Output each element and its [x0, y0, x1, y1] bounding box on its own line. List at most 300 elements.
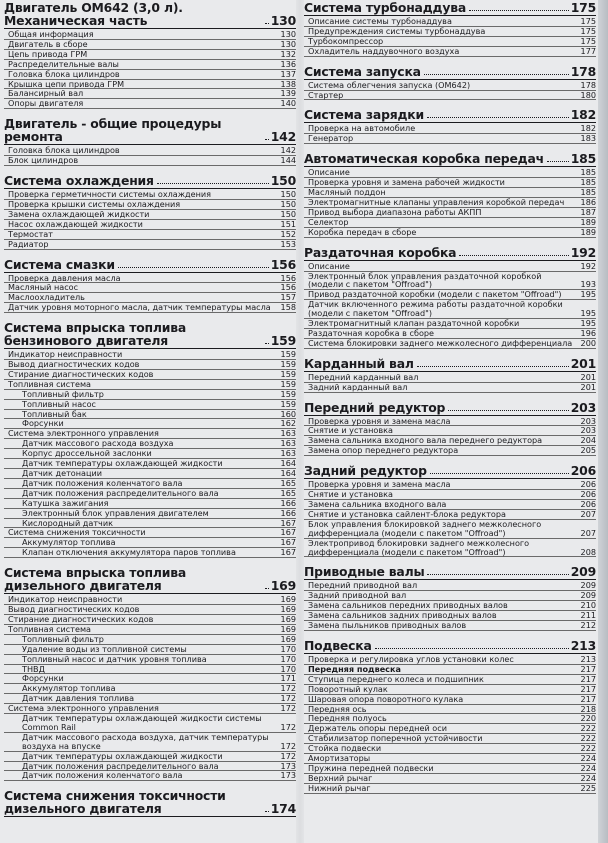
entry-title: Система облегчения запуска (ОМ642): [308, 79, 471, 90]
section-heading[interactable]: [4, 0, 296, 27]
entry-page-number: 167: [280, 527, 296, 538]
entry-title: Описание: [308, 260, 350, 271]
toc-entry[interactable]: [304, 695, 596, 705]
entry-page-number: 206: [580, 479, 596, 490]
entry-page-number: 142: [280, 145, 296, 156]
entry-page-number: 164: [280, 468, 296, 478]
section-heading[interactable]: [304, 400, 596, 414]
toc-section: [304, 64, 596, 101]
entry-page-number: 169: [280, 623, 296, 634]
entry-page-number: 169: [280, 604, 296, 615]
section-heading[interactable]: [4, 173, 296, 187]
entry-page-number: 158: [280, 302, 296, 313]
entry-title: Передняя подвеска: [308, 663, 401, 674]
entry-title: Масляный поддон: [308, 187, 386, 198]
entry-page-number: 159: [280, 378, 296, 389]
entry-title: Снятие и установка: [308, 489, 393, 500]
toc-section: [304, 463, 596, 557]
section-page-number: 130: [270, 13, 296, 28]
entry-page-number: 213: [580, 653, 596, 664]
entry-page-number: 167: [280, 537, 296, 548]
section-title: Система впрыска топлива дизельного двигателя: [4, 565, 187, 594]
entry-page-number: 169: [280, 613, 296, 624]
section-heading[interactable]: [304, 356, 596, 370]
section-title: Двигатель ОМ642 (3,0 л). Механическая часть: [4, 0, 183, 28]
toc-section: [4, 257, 296, 314]
toc-section: [304, 0, 596, 57]
entry-page-number: 162: [280, 418, 296, 429]
entry-title: Радиатор: [8, 238, 49, 249]
entry-title: Датчик детонации: [22, 468, 103, 478]
entry-title: Задний карданный вал: [308, 381, 408, 392]
entry-title: Шаровая опора поворотного кулака: [308, 693, 464, 704]
entry-title: Балансирный вал: [8, 88, 84, 99]
entry-page-number: 169: [280, 633, 296, 644]
entry-title: Кислородный датчик: [22, 517, 113, 528]
section-title: Передний редуктор: [304, 399, 446, 415]
section-page-number: 192: [570, 244, 596, 260]
entry-page-number: 206: [580, 499, 596, 509]
section-title: Система зарядки: [304, 107, 424, 123]
entry-title: Проверка крышки системы охлаждения: [8, 198, 181, 209]
entry-page-number: 205: [580, 445, 596, 456]
entry-page-number: 186: [580, 196, 596, 207]
section-heading[interactable]: [4, 788, 296, 815]
section-title: Система охлаждения: [4, 173, 154, 189]
entry-title: Передняя полуось: [308, 713, 387, 724]
section-page-number: 178: [570, 63, 596, 79]
toc-entry[interactable]: [4, 733, 296, 752]
entry-title: Электропривод блокировки заднего межколесного дифференциала (модели с пакетом "Offroad"): [308, 537, 532, 557]
toc-entry[interactable]: [304, 520, 596, 539]
section-rule: [4, 816, 296, 817]
section-page-number: 169: [270, 578, 296, 594]
entry-page-number: 166: [280, 497, 296, 508]
entry-page-number: 217: [580, 693, 596, 704]
section-page-number: 159: [270, 333, 296, 349]
section-heading[interactable]: [304, 107, 596, 121]
entry-title: Стирание диагностических кодов: [8, 368, 154, 379]
entry-page-number: 170: [280, 653, 296, 664]
section-page-number: 150: [270, 173, 296, 189]
toc-section: [304, 151, 596, 237]
entry-page-number: 150: [280, 208, 296, 219]
entry-page-number: 225: [580, 782, 596, 793]
section-page-number: 142: [270, 129, 296, 145]
entry-title: Датчик положения распределительного вала: [22, 487, 219, 498]
toc-entry[interactable]: [4, 771, 296, 781]
toc-entry[interactable]: [304, 339, 596, 349]
dot-leader: [424, 74, 569, 75]
entry-title: Датчик положения распределительного вала: [22, 760, 219, 771]
entry-title: Привод выбора диапазона работы АКПП: [308, 206, 482, 217]
entry-title: Система блокировки заднего межколесного дифференциала: [308, 337, 573, 348]
entry-title: Проверка уровня и замена рабочей жидкости: [308, 177, 505, 188]
entry-page-number: 139: [280, 88, 296, 99]
section-heading[interactable]: [4, 320, 296, 347]
toc-entry[interactable]: [4, 156, 296, 166]
entry-title: Описание: [308, 167, 350, 178]
entry-title: Термостат: [8, 228, 53, 239]
toc-section: [304, 245, 596, 349]
section-heading[interactable]: [304, 0, 596, 14]
entry-page-number: 187: [580, 206, 596, 217]
toc-entry[interactable]: [304, 784, 596, 794]
section-page-number: 182: [570, 107, 596, 123]
entry-title: Блок цилиндров: [8, 155, 79, 166]
entry-page-number: 167: [280, 547, 296, 558]
entry-title: Форсунки: [22, 673, 64, 684]
entry-title: Проверка уровня и замена масла: [308, 479, 451, 490]
toc-section: [304, 400, 596, 457]
entry-title: Раздаточная коробка в сборе: [308, 327, 435, 338]
entry-title: Индикатор неисправности: [8, 349, 123, 360]
toc-section: [304, 638, 596, 794]
entry-page-number: 175: [580, 25, 596, 36]
entry-page-number: 182: [580, 123, 596, 134]
dot-leader: [427, 117, 569, 118]
entry-title: Проверка уровня и замена масла: [308, 415, 451, 426]
entry-title: Замена сальника входного вала: [308, 499, 447, 509]
section-heading[interactable]: [4, 257, 296, 271]
entry-title: Система электронного управления: [8, 428, 159, 439]
section-heading[interactable]: [304, 564, 596, 578]
entry-title: Топливный бак: [22, 408, 87, 419]
entry-title: Масляный насос: [8, 282, 79, 293]
section-heading[interactable]: [4, 116, 296, 143]
toc-entry[interactable]: [304, 91, 596, 101]
toc-entry[interactable]: [4, 99, 296, 109]
entry-page-number: 207: [580, 527, 596, 538]
entry-title: Топливная система: [8, 623, 92, 634]
section-heading[interactable]: [304, 463, 596, 477]
entry-title: Датчик массового расхода воздуха: [22, 438, 174, 449]
entry-page-number: 217: [580, 673, 596, 684]
section-title: Подвеска: [304, 637, 372, 653]
entry-page-number: 177: [580, 45, 596, 56]
entry-page-number: 159: [280, 359, 296, 370]
entry-title: Распределительные валы: [8, 58, 119, 69]
entry-title: Датчик уровня моторного масла, датчик температуры масла: [8, 302, 271, 313]
entry-title: Турбокомпрессор: [308, 35, 384, 46]
section-title: Автоматическая коробка передач: [304, 151, 544, 167]
dot-leader: [265, 139, 269, 140]
entry-title: Датчик температуры охлаждающей жидкости системы Common Rail: [22, 713, 265, 732]
entry-page-number: 138: [280, 78, 296, 89]
entry-page-number: 172: [280, 693, 296, 704]
column-gutter: [296, 0, 304, 843]
entry-page-number: 165: [280, 487, 296, 498]
toc-entry[interactable]: [304, 228, 596, 238]
entry-title: Амортизаторы: [308, 753, 371, 764]
entry-page-number: 203: [580, 415, 596, 426]
entry-page-number: 170: [280, 643, 296, 654]
entry-title: Проверка на автомобиле: [308, 123, 416, 134]
entry-title: Маслоохладитель: [8, 292, 85, 303]
entry-title: Стартер: [308, 89, 344, 100]
entry-title: Передний приводной вал: [308, 580, 418, 591]
toc-section: [4, 320, 296, 558]
entry-title: Аккумулятор топлива: [22, 683, 116, 694]
entry-title: Описание системы турбонаддува: [308, 16, 452, 26]
section-page-number: 175: [570, 0, 596, 15]
section-page-number: 209: [570, 564, 596, 580]
entry-title: Предупреждения системы турбонаддува: [308, 25, 486, 36]
section-page-number: 185: [570, 151, 596, 167]
toc-entry[interactable]: [304, 539, 596, 558]
toc-entry[interactable]: [4, 240, 296, 250]
section-title: Раздаточная коробка: [304, 244, 457, 260]
toc-section: [4, 173, 296, 249]
entry-page-number: 172: [280, 683, 296, 694]
entry-title: Селектор: [308, 216, 349, 227]
toc-section: [304, 564, 596, 631]
entry-page-number: 211: [580, 610, 596, 621]
entry-page-number: 167: [280, 517, 296, 528]
entry-page-number: 172: [280, 721, 296, 732]
entry-page-number: 172: [280, 703, 296, 714]
toc-section: [4, 0, 296, 109]
entry-page-number: 224: [580, 762, 596, 773]
entry-page-number: 203: [580, 425, 596, 436]
entry-title: Вывод диагностических кодов: [8, 604, 140, 615]
entry-title: Насос охлаждающей жидкости: [8, 218, 143, 229]
toc-entry[interactable]: [4, 303, 296, 313]
entry-title: Корпус дроссельной заслонки: [22, 448, 152, 459]
entry-page-number: 224: [580, 772, 596, 783]
entry-title: Проверка давления масла: [8, 272, 121, 283]
entry-title: Охладитель наддувочного воздуха: [308, 45, 460, 56]
dot-leader: [459, 255, 568, 256]
entry-title: Блок управления блокировкой заднего межколесного дифференциала (модели с пакетом "Offroad"): [308, 518, 544, 538]
entry-title: Система снижения токсичности: [8, 527, 146, 538]
page-edge-strip: [598, 0, 608, 843]
entry-page-number: 175: [580, 35, 596, 46]
entry-title: Катушка зажигания: [22, 497, 109, 508]
entry-page-number: 218: [580, 703, 596, 714]
entry-page-number: 163: [280, 428, 296, 439]
dot-leader: [118, 267, 269, 268]
entry-title: Аккумулятор топлива: [22, 537, 116, 548]
entry-title: Топливный насос и датчик уровня топлива: [22, 653, 207, 664]
entry-page-number: 137: [280, 68, 296, 79]
entry-page-number: 224: [580, 753, 596, 764]
toc-entry[interactable]: [304, 262, 596, 272]
entry-title: Датчик температуры охлаждающей жидкости: [22, 750, 223, 761]
entry-page-number: 175: [580, 16, 596, 26]
entry-title: Двигатель в сборе: [8, 38, 88, 49]
entry-page-number: 207: [580, 508, 596, 519]
entry-title: Нижний рычаг: [308, 782, 371, 793]
toc-section: [4, 565, 296, 781]
entry-title: Головка блока цилиндров: [8, 68, 120, 79]
entry-page-number: 222: [580, 743, 596, 754]
entry-page-number: 209: [580, 590, 596, 601]
entry-title: Стирание диагностических кодов: [8, 613, 154, 624]
section-heading[interactable]: [4, 565, 296, 592]
entry-title: Замена опор переднего редуктора: [308, 445, 459, 456]
entry-page-number: 222: [580, 733, 596, 744]
entry-title: Клапан отключения аккумулятора паров топлива: [22, 547, 236, 558]
section-heading[interactable]: [304, 151, 596, 165]
entry-title: Задний приводной вал: [308, 590, 407, 601]
entry-title: Электронный блок управления двигателем: [22, 507, 209, 518]
entry-page-number: 185: [580, 167, 596, 178]
entry-title: Стабилизатор поперечной устойчивости: [308, 733, 483, 744]
entry-page-number: 169: [280, 594, 296, 605]
entry-title: Топливный фильтр: [22, 633, 104, 644]
entry-page-number: 172: [280, 740, 296, 751]
entry-title: Датчик включенного режима работы раздаточной коробки (модели с пакетом "Offroad"): [308, 299, 566, 319]
entry-page-number: 160: [280, 408, 296, 419]
entry-page-number: 151: [280, 218, 296, 229]
entry-page-number: 178: [580, 79, 596, 90]
section-title: Карданный вал: [304, 355, 414, 371]
entry-title: Ступица переднего колеса и подшипник: [308, 673, 484, 684]
entry-page-number: 220: [580, 713, 596, 724]
toc-right-column: [304, 0, 596, 843]
entry-page-number: 195: [580, 289, 596, 300]
section-title: Приводные валы: [304, 564, 425, 580]
entry-title: Замена сальников передних приводных валов: [308, 600, 508, 611]
section-page-number: 174: [270, 801, 296, 817]
entry-page-number: 153: [280, 238, 296, 249]
entry-page-number: 201: [580, 381, 596, 392]
entry-title: Крышка цепи привода ГРМ: [8, 78, 125, 89]
entry-page-number: 159: [280, 398, 296, 409]
entry-title: Передняя ось: [308, 703, 367, 714]
entry-title: Вывод диагностических кодов: [8, 359, 140, 370]
entry-page-number: 159: [280, 368, 296, 379]
toc-entry[interactable]: [304, 47, 596, 57]
entry-page-number: 217: [580, 663, 596, 674]
entry-title: Верхний рычаг: [308, 772, 373, 783]
toc-entry[interactable]: [4, 714, 296, 733]
entry-title: Топливный насос: [22, 398, 97, 409]
entry-title: Топливная система: [8, 378, 92, 389]
entry-title: Датчик положения коленчатого вала: [22, 477, 183, 488]
entry-title: Топливный фильтр: [22, 388, 104, 399]
entry-page-number: 166: [280, 507, 296, 518]
entry-title: Удаление воды из топливной системы: [22, 643, 187, 654]
entry-page-number: 210: [580, 600, 596, 611]
entry-page-number: 171: [280, 673, 296, 684]
entry-page-number: 172: [280, 750, 296, 761]
toc-entry[interactable]: [304, 81, 596, 91]
entry-title: Общая информация: [8, 29, 94, 39]
toc-section: [4, 788, 296, 817]
entry-page-number: 201: [580, 371, 596, 382]
entry-page-number: 170: [280, 663, 296, 674]
entry-page-number: 195: [580, 318, 596, 329]
entry-title: Снятие и установка: [308, 425, 393, 436]
entry-title: Датчик давления топлива: [22, 693, 135, 704]
section-heading[interactable]: [304, 64, 596, 78]
entry-title: Держатель опоры передней оси: [308, 723, 447, 734]
section-heading[interactable]: [304, 638, 596, 652]
dot-leader: [265, 23, 269, 24]
toc-entry[interactable]: [4, 655, 296, 665]
entry-title: Форсунки: [22, 418, 64, 429]
toc-entry[interactable]: [304, 272, 596, 291]
entry-page-number: 212: [580, 620, 596, 631]
entry-page-number: 156: [280, 282, 296, 293]
entry-page-number: 189: [580, 216, 596, 227]
entry-title: Опоры двигателя: [8, 98, 84, 109]
toc-entry[interactable]: [4, 548, 296, 558]
toc-entry[interactable]: [304, 621, 596, 631]
section-title: Двигатель - общие процедуры ремонта: [4, 116, 222, 145]
toc-entry[interactable]: [304, 300, 596, 319]
entry-page-number: 130: [280, 38, 296, 49]
entry-page-number: 159: [280, 349, 296, 360]
section-page-number: 206: [570, 463, 596, 479]
entry-title: Электромагнитный клапан раздаточной коробки: [308, 318, 520, 329]
dot-leader: [417, 366, 569, 367]
entry-title: Головка блока цилиндров: [8, 145, 120, 156]
entry-page-number: 196: [580, 327, 596, 338]
entry-page-number: 189: [580, 226, 596, 237]
dot-leader: [265, 588, 269, 589]
dot-leader: [265, 811, 269, 812]
entry-page-number: 164: [280, 458, 296, 469]
toc-entry[interactable]: [304, 134, 596, 144]
toc-section: [304, 107, 596, 144]
section-heading[interactable]: [304, 245, 596, 259]
section-title: Система турбонаддува: [304, 0, 467, 15]
entry-page-number: 136: [280, 58, 296, 69]
entry-page-number: 206: [580, 489, 596, 500]
entry-title: ТНВД: [22, 663, 45, 674]
entry-page-number: 132: [280, 48, 296, 59]
entry-title: Цепь привода ГРМ: [8, 48, 88, 59]
entry-page-number: 152: [280, 228, 296, 239]
entry-title: Стойка подвески: [308, 743, 382, 754]
entry-title: Привод раздаточной коробки (модели с пакетом "Offroad"): [308, 289, 562, 300]
dot-leader: [469, 10, 569, 11]
toc-left-column: [4, 0, 296, 843]
dot-leader: [157, 183, 269, 184]
entry-page-number: 150: [280, 198, 296, 209]
entry-page-number: 140: [280, 98, 296, 109]
entry-page-number: 217: [580, 683, 596, 694]
entry-page-number: 163: [280, 448, 296, 459]
section-page-number: 201: [570, 355, 596, 371]
dot-leader: [375, 648, 569, 649]
toc-entry[interactable]: [304, 446, 596, 456]
section-page-number: 213: [570, 637, 596, 653]
entry-page-number: 156: [280, 272, 296, 283]
entry-title: Передний карданный вал: [308, 371, 419, 382]
entry-page-number: 183: [580, 133, 596, 144]
entry-title: Электромагнитные клапаны управления коробкой передач: [308, 196, 565, 207]
entry-page-number: 159: [280, 388, 296, 399]
entry-page-number: 222: [580, 723, 596, 734]
entry-title: Замена пыльников приводных валов: [308, 620, 467, 631]
entry-page-number: 209: [580, 580, 596, 591]
section-title: Система снижения токсичности дизельного двигателя: [4, 788, 226, 817]
toc-entry[interactable]: [304, 383, 596, 393]
entry-page-number: 150: [280, 189, 296, 200]
entry-title: Коробка передач в сборе: [308, 226, 417, 237]
dot-leader: [448, 410, 569, 411]
entry-title: Замена охлаждающей жидкости: [8, 208, 150, 219]
section-title: Задний редуктор: [304, 463, 427, 479]
entry-page-number: 163: [280, 438, 296, 449]
entry-title: Снятие и установка сайлент-блока редуктора: [308, 508, 506, 519]
entry-page-number: 195: [580, 308, 596, 319]
entry-page-number: 130: [280, 29, 296, 39]
